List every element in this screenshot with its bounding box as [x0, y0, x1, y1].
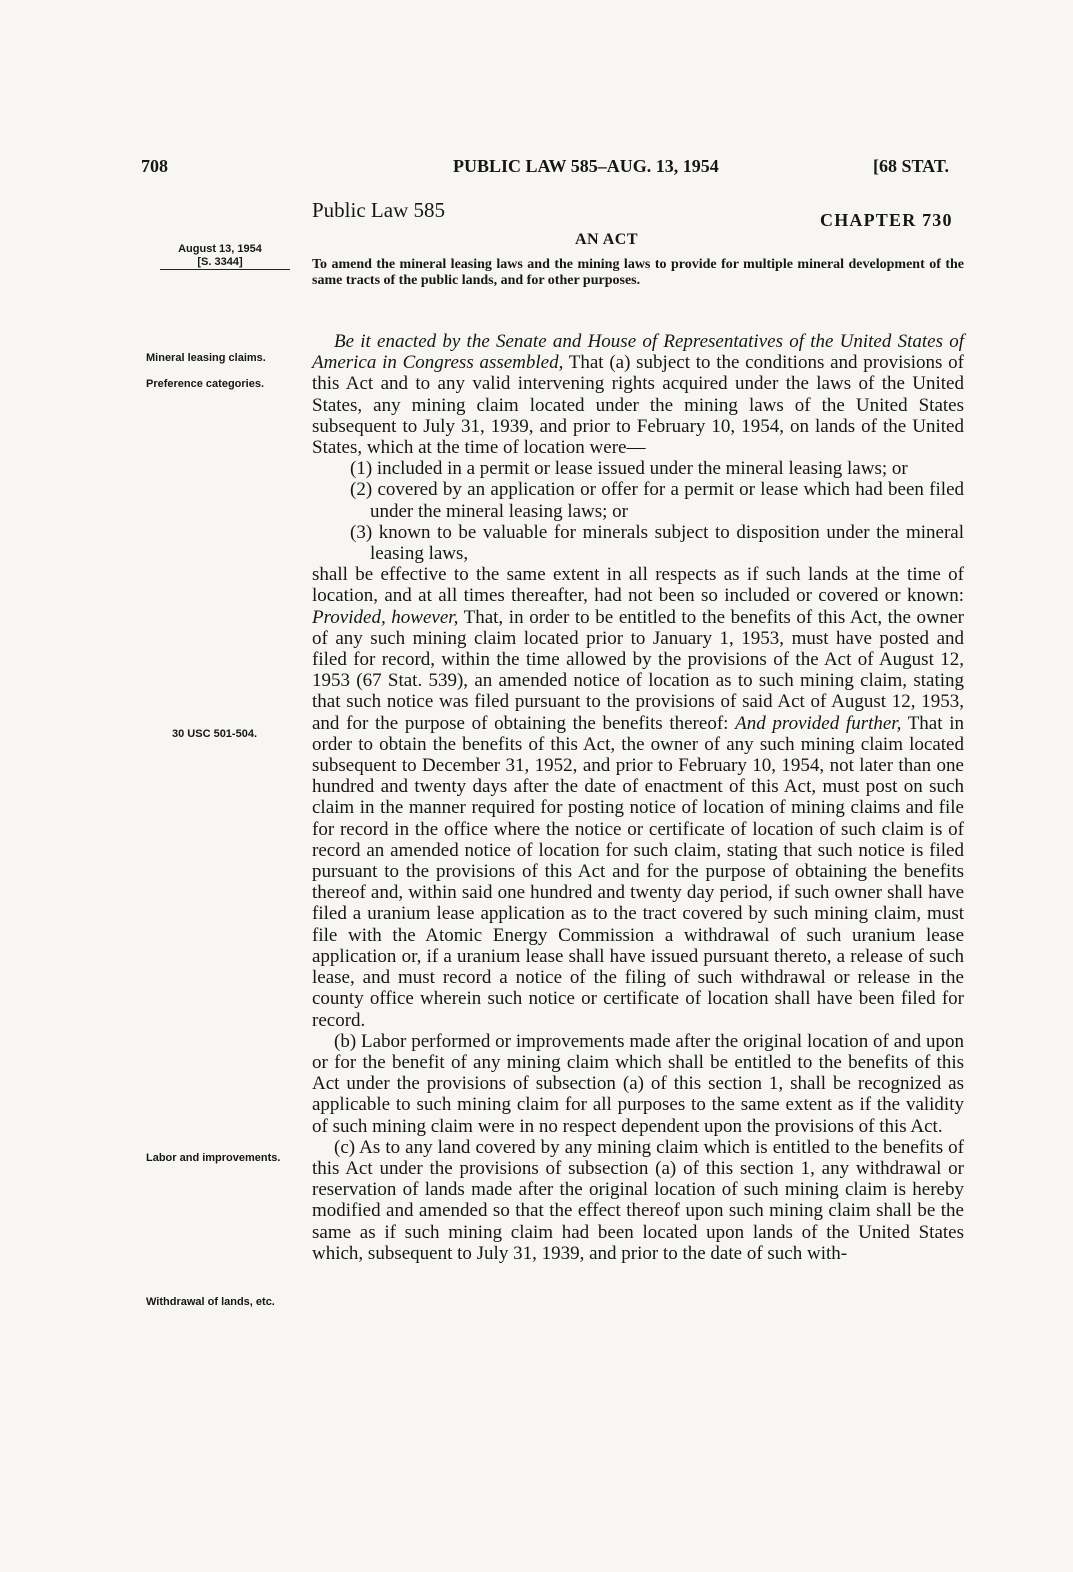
running-title: PUBLIC LAW 585–AUG. 13, 1954: [453, 156, 719, 176]
margin-labor: Labor and improvements.: [146, 1152, 281, 1164]
proviso-however: Provided, however,: [312, 606, 459, 628]
main-text: [312, 331, 964, 1264]
margin-rule: [160, 269, 290, 270]
subsection-a: That (a) subject to the conditions and provisions of this Act and to any valid intervening rights acquired under the laws of the United States, any mining claim located under the mining laws of the United States subsequent to July 31, 1939, and prior to February 10, 1954, on lands of the United States, which at the time of location were—: [312, 352, 964, 459]
enacting-paragraph: [312, 331, 964, 458]
list-item-1: (1) included in a permit or lease issued under the mineral leasing laws; or: [350, 458, 908, 480]
subsection-b: (b) Labor performed or improvements made after the original location of and upon or for the benefit of any mining claim which shall be entitled to the benefits of this Act under the provisions of subsection (a) of this section 1, shall be recognized as applicable to such mining claim for all purposes to the same extent as if the validity of such mining claim were in no respect dependent upon the provisions of this Act.: [312, 1030, 964, 1137]
continuation-text-1: shall be effective to the same extent in all respects as if such lands at the time of location, and at all times thereafter, had not been so included or covered or known:: [312, 564, 964, 607]
margin-usc-citation: 30 USC 501-504.: [172, 728, 257, 740]
subsection-c: (c) As to any land covered by any mining claim which is entitled to the benefits of this Act under the provisions of subsection (a) of this section 1, any withdrawal or reservation of lands made after the original location of such mining claim is hereby modified and amended so that the effect thereof upon such mining claim shall be the same as if such mining claim had been located upon lands of the United States which, subsequent to July 31, 1939, and prior to the date of such with-: [312, 1136, 964, 1264]
list-item-3: (3) known to be valuable for minerals subject to disposition under the mineral leasing laws,: [350, 521, 964, 565]
an-act-heading: AN ACT: [575, 231, 639, 248]
continuation-text-3: That in order to obtain the benefits of this Act, the owner of any such mining claim located subsequent to December 31, 1952, and prior to February 10, 1954, not later than one hundred and twenty days after the date of enactment of this Act, must post on such claim in the manner required for posting notice of location of mining claims and file for record in the office where the notice or certificate of location of such claim is of record an amended notice of location for such claim, stating that such notice is filed pursuant to the provisions of this Act and for the purpose of obtaining the benefits thereof and, within said one hundred and twenty day period, if such owner shall have filed a uranium lease application as to the tract covered by such mining claim, must file with the Atomic Energy Commission a withdrawal of such uranium lease application or, if a uranium lease shall have issued pursuant thereto, a release of such lease, and must record a notice of the filing of such withdrawal or release in the county office wherein such notice or certificate of location shall have been filed for record.: [312, 712, 964, 1031]
enacting-clause: Be it enacted by the Senate and House of Representatives of the United States of America in Congress assembled,: [312, 331, 964, 374]
page-number: 708: [141, 156, 168, 176]
margin-withdrawal: Withdrawal of lands, etc.: [146, 1296, 275, 1308]
continuation-paragraph: [312, 564, 964, 1030]
list-item-2: (2) covered by an application or offer for a permit or lease which had been filed under the mineral leasing laws; or: [350, 479, 964, 522]
margin-bill-number: [S. 3344]: [197, 256, 243, 268]
margin-mineral-leasing: Mineral leasing claims.: [146, 352, 266, 364]
chapter-label: CHAPTER 730: [820, 210, 953, 230]
proviso-further: And provided further,: [735, 712, 902, 734]
margin-preference: Preference categories.: [146, 378, 265, 390]
continuation-text-2: That, in order to be entitled to the benefits of this Act, the owner of any such mining claim located prior to January 1, 1953, must have posted and filed for record, within the time allowed by the provisions of the Act of August 12, 1953 (67 Stat. 539), an amended notice of location as to such mining claim, stating that such notice was filed pursuant to the provisions of said Act of August 12, 1953, and for the purpose of obtaining the benefits thereof:: [312, 606, 964, 734]
act-purpose: To amend the mineral leasing laws and the mining laws to provide for multiple mineral development of the same tracts of the public lands, and for other purposes.: [312, 257, 964, 288]
margin-date: August 13, 1954: [178, 243, 262, 255]
law-title: Public Law 585: [312, 198, 445, 222]
volume-reference: [68 STAT.: [873, 156, 950, 176]
